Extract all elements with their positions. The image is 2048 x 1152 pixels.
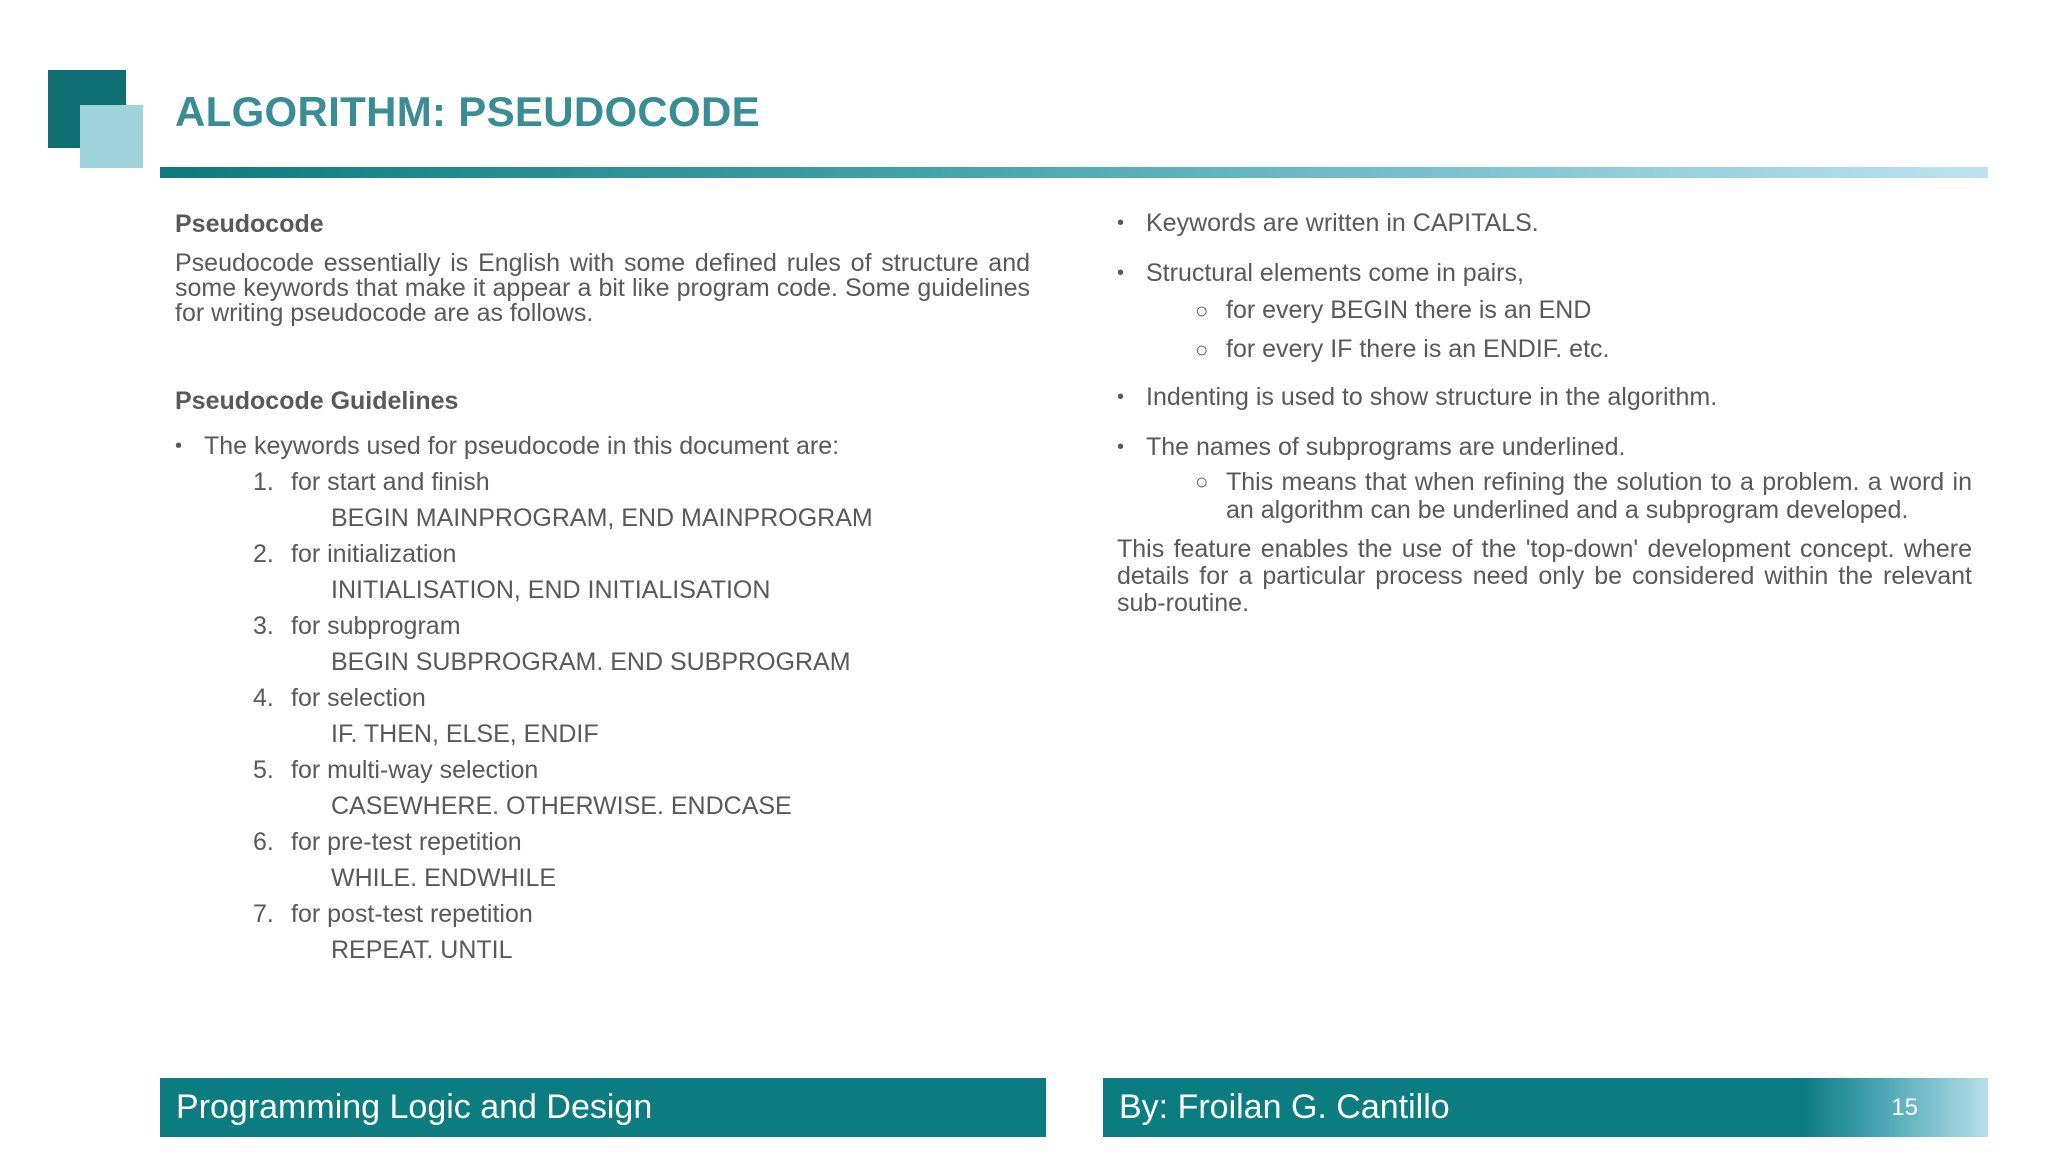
list-item-keywords: BEGIN SUBPROGRAM. END SUBPROGRAM [331,648,851,676]
page-number: 15 [1891,1094,1918,1121]
list-number: 6. [253,828,274,856]
bullet-dot: • [1117,212,1125,234]
keyword-list [175,464,1030,968]
decorative-square-light [80,105,143,168]
footer-author [1103,1078,1988,1137]
list-item-label: for multi-way selection [291,756,539,784]
bullet-dot: • [1117,386,1125,408]
bullet-text: The names of subprograms are underlined. [1146,433,1626,461]
list-item-label: for pre-test repetition [291,828,522,856]
sub-item-text: This means that when refining the solution to a problem. a word in an algorithm can be underlined and a subprogram developed. [1226,468,1972,524]
sub-item-refining [1117,465,1972,530]
list-item-keywords: IF. THEN, ELSE, ENDIF [331,720,599,748]
circle-bullet-icon: ○ [1195,298,1209,323]
list-number: 7. [253,900,274,928]
list-item [175,608,1030,680]
list-item [175,824,1030,896]
guidelines-heading: Pseudocode Guidelines [175,387,459,415]
list-item-keywords: INITIALISATION, END INITIALISATION [331,576,771,604]
title-divider [160,167,1988,178]
bullet-text: Structural elements come in pairs, [1146,259,1524,287]
list-item-label: for start and finish [291,468,490,496]
list-item-keywords: CASEWHERE. OTHERWISE. ENDCASE [331,792,792,820]
circle-bullet-icon: ○ [1195,337,1209,362]
list-item-label: for post-test repetition [291,900,533,928]
left-column [175,205,1030,968]
list-item-label: for subprogram [291,612,461,640]
pairs-bullet [1117,255,1972,291]
sub-item-text: for every BEGIN there is an END [1226,296,1592,324]
sub-item-if-endif [1117,330,1972,369]
footer-course-text: Programming Logic and Design [176,1088,653,1126]
list-item [175,464,1030,536]
list-number: 5. [253,756,274,784]
pseudocode-heading: Pseudocode [175,210,324,238]
list-item-keywords: REPEAT. UNTIL [331,936,513,964]
keywords-bullet [175,428,1030,464]
list-number: 4. [253,684,274,712]
sub-item-text: for every IF there is an ENDIF. etc. [1226,335,1610,363]
footer-course-title [160,1078,1046,1137]
bullet-text: Indenting is used to show structure in the algorithm. [1146,383,1718,411]
sub-item-begin-end [1117,291,1972,330]
bullet-text: The keywords used for pseudocode in this document are: [204,432,840,460]
right-column [1117,205,1972,617]
list-number: 2. [253,540,274,568]
indenting-bullet [1117,379,1972,415]
bullet-dot: • [1117,436,1125,458]
list-item-label: for selection [291,684,426,712]
list-item [175,896,1030,968]
list-number: 3. [253,612,274,640]
bullet-text: Keywords are written in CAPITALS. [1146,209,1539,237]
closing-paragraph: This feature enables the use of the 'top-down' development concept. where details for a particular process need only be considered within the relevant sub-routine. [1117,535,1972,617]
subprograms-bullet [1117,429,1972,465]
bullet-dot: • [175,435,183,457]
list-item [175,752,1030,824]
list-number: 1. [253,468,274,496]
bullet-dot: • [1117,262,1125,284]
slide-title: ALGORITHM: PSEUDOCODE [175,88,760,135]
capitals-bullet [1117,205,1972,241]
list-item [175,680,1030,752]
list-item-label: for initialization [291,540,457,568]
footer-author-text: By: Froilan G. Cantillo [1119,1088,1450,1126]
list-item-keywords: BEGIN MAINPROGRAM, END MAINPROGRAM [331,504,873,532]
circle-bullet-icon: ○ [1195,469,1209,494]
list-item-keywords: WHILE. ENDWHILE [331,864,557,892]
intro-paragraph: Pseudocode essentially is English with some defined rules of structure and some keywords that make it appear a bit like program code. Some guidelines for writing pseudocode are as follows. [175,249,1030,327]
list-item [175,536,1030,608]
